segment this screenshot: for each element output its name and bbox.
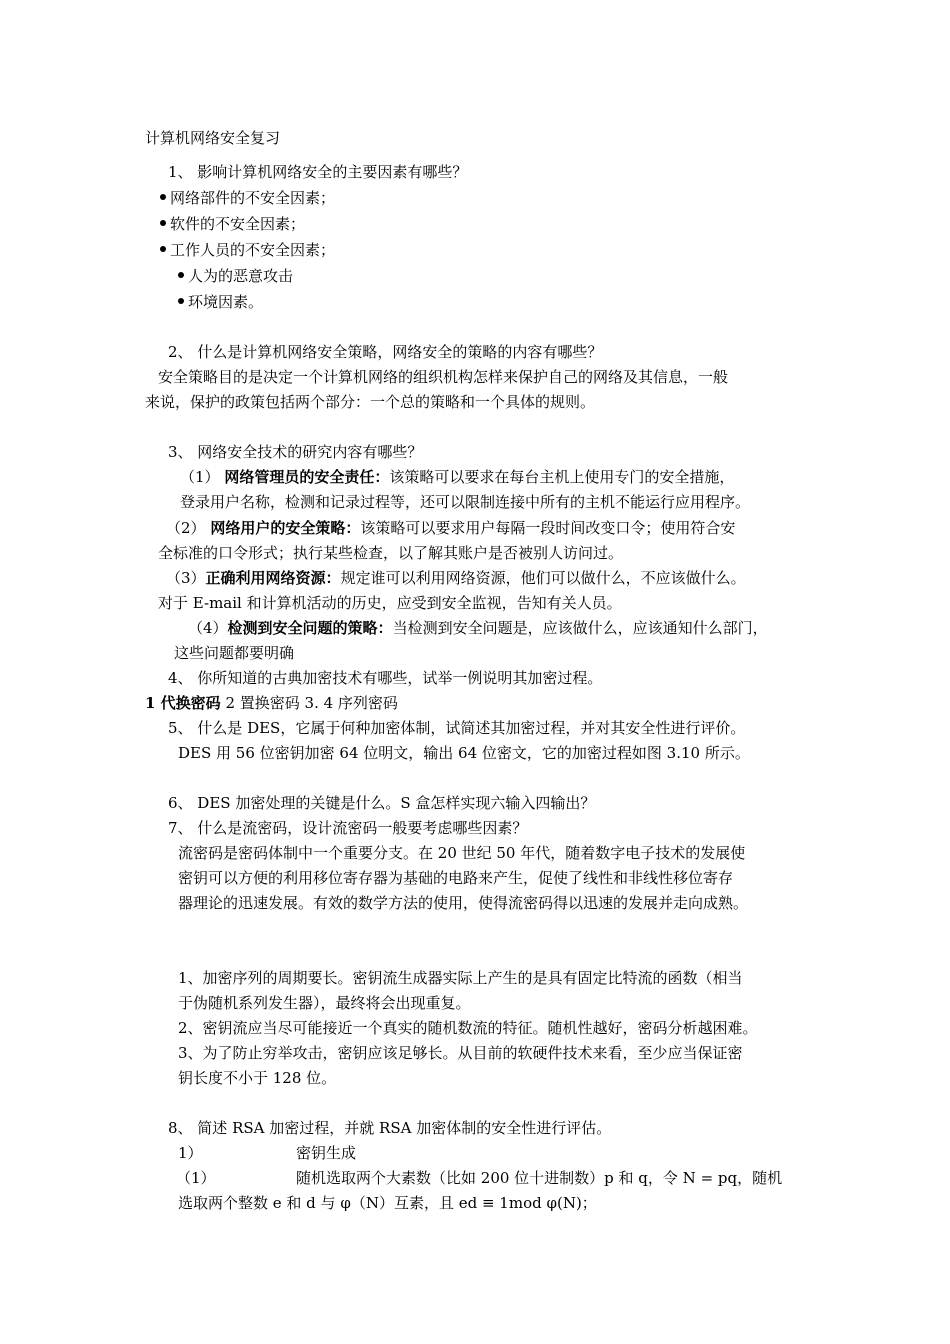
- factor-line: 2、密钥流应当尽可能接近一个真实的随机数流的特征。随机性越好，密码分析越困难。: [178, 1019, 758, 1037]
- answer-line: 密钥可以方便的利用移位寄存器为基础的电路来产生，促使了线性和非线性移位寄存: [178, 869, 734, 887]
- question-8: 8、 简述 RSA 加密过程，并就 RSA 加密体制的安全性进行评估。: [168, 1119, 612, 1137]
- sub-step-line: 选取两个整数 e 和 d 与 φ（N）互素，且 ed ≡ 1mod φ(N)；: [178, 1194, 597, 1212]
- list-item: 软件的不安全因素；: [160, 214, 305, 234]
- bullet-icon: [160, 194, 166, 200]
- policy-paragraph: （4）检测到安全问题的策略：当检测到安全问题是，应该做什么，应该通知什么部门，: [188, 619, 768, 637]
- list-item: 网络部件的不安全因素；: [160, 188, 335, 208]
- policy-line: 全标准的口令形式；执行某些检查，以了解其账户是否被别人访问过。: [158, 544, 624, 562]
- factor-line: 1、加密序列的周期要长。密钥流生成器实际上产生的是具有固定比特流的函数（相当: [178, 969, 743, 987]
- policy-paragraph: （1） 网络管理员的安全责任：该策略可以要求在每台主机上使用专门的安全措施，: [180, 468, 735, 486]
- policy-line: 对于 E-mail 和计算机活动的历史，应受到安全监视，告知有关人员。: [158, 594, 622, 612]
- question-3: 3、 网络安全技术的研究内容有哪些？: [168, 443, 423, 461]
- answer-line: 安全策略目的是决定一个计算机网络的组织机构怎样来保护自己的网络及其信息，一般: [158, 368, 729, 386]
- step-number: 1）: [178, 1144, 203, 1162]
- sub-list-item: 环境因素。: [178, 292, 263, 312]
- policy-paragraph: （2） 网络用户的安全策略：该策略可以要求用户每隔一段时间改变口令；使用符合安: [166, 519, 736, 537]
- answer-line: 来说，保护的政策包括两个部分：一个总的策略和一个具体的规则。: [145, 393, 596, 411]
- question-7: 7、 什么是流密码，设计流密码一般要考虑哪些因素？: [168, 819, 528, 837]
- question-5: 5、 什么是 DES，它属于何种加密体制，试简述其加密过程，并对其安全性进行评价。: [168, 719, 746, 737]
- sub-step-number: （1）: [176, 1169, 216, 1187]
- factor-line: 于伪随机系列发生器），最终将会出现重复。: [178, 994, 471, 1012]
- policy-paragraph: （3）正确利用网络资源：规定谁可以利用网络资源，他们可以做什么，不应该做什么。: [166, 569, 746, 587]
- bullet-icon: [178, 272, 184, 278]
- doc-title: 计算机网络安全复习: [145, 129, 281, 147]
- bullet-icon: [178, 298, 184, 304]
- factor-line: 钥长度不小于 128 位。: [178, 1069, 337, 1087]
- sub-step-text: 随机选取两个大素数（比如 200 位十进制数）p 和 q，令 N = pq，随机: [296, 1169, 783, 1187]
- answer-line: 器理论的迅速发展。有效的数学方法的使用，使得流密码得以迅速的发展并走向成熟。: [178, 894, 749, 912]
- answer-line: 1 代换密码 2 置换密码 3. 4 序列密码: [145, 694, 398, 712]
- question-2: 2、 什么是计算机网络安全策略，网络安全的策略的内容有哪些？: [168, 343, 603, 361]
- step-label: 密钥生成: [296, 1144, 357, 1162]
- question-6: 6、 DES 加密处理的关键是什么。S 盒怎样实现六输入四输出？: [168, 794, 596, 812]
- list-item: 工作人员的不安全因素；: [160, 240, 335, 260]
- bullet-icon: [160, 246, 166, 252]
- sub-list-item: 人为的恶意攻击: [178, 266, 293, 286]
- answer-line: 流密码是密码体制中一个重要分支。在 20 世纪 50 年代，随着数字电子技术的发展使: [178, 844, 746, 862]
- policy-line: 这些问题都要明确: [174, 644, 295, 662]
- question-4: 4、 你所知道的古典加密技术有哪些，试举一例说明其加密过程。: [168, 669, 603, 687]
- factor-line: 3、为了防止穷举攻击，密钥应该足够长。从目前的软硬件技术来看，至少应当保证密: [178, 1044, 743, 1062]
- bullet-icon: [160, 220, 166, 226]
- question-1: 1、 影响计算机网络安全的主要因素有哪些？: [168, 163, 468, 181]
- answer-line: DES 用 56 位密钥加密 64 位明文，输出 64 位密文，它的加密过程如图 3.10 所示。: [178, 744, 750, 762]
- policy-line: 登录用户名称，检测和记录过程等，还可以限制连接中所有的主机不能运行应用程序。: [180, 493, 751, 511]
